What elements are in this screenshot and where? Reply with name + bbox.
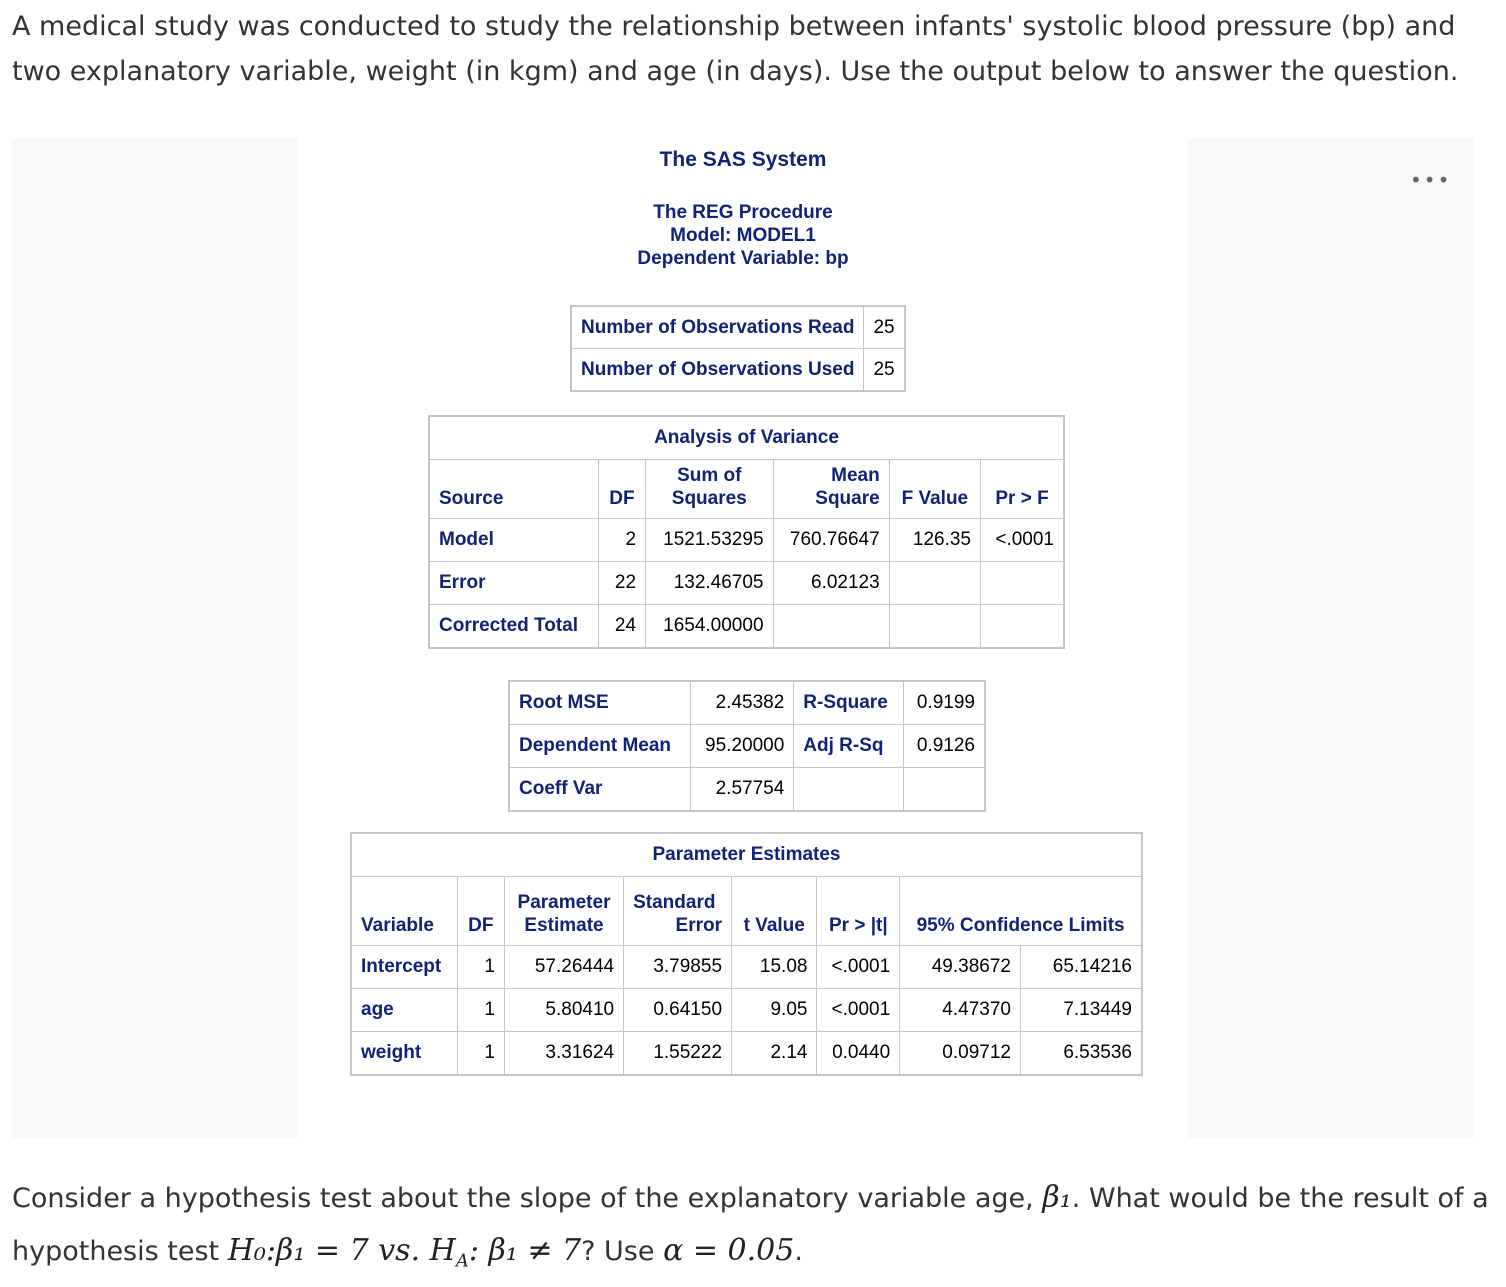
param-estimate: 5.80410 <box>504 989 623 1032</box>
param-ci-lower: 49.38672 <box>900 946 1021 989</box>
obs-read-value: 25 <box>864 306 905 349</box>
col-ss: Sum of Squares <box>646 460 773 519</box>
table-row <box>509 681 985 725</box>
alt-hypothesis: : β₁ ≠ 7 <box>468 1233 582 1268</box>
anova-df: 22 <box>598 562 645 605</box>
param-variable: age <box>351 989 457 1032</box>
anova-ss: 1521.53295 <box>646 519 773 562</box>
col-ci: 95% Confidence Limits <box>900 877 1142 946</box>
dependent-variable: Dependent Variable: bp <box>637 248 849 269</box>
param-estimate: 3.31624 <box>504 1032 623 1076</box>
anova-table <box>428 415 1065 649</box>
col-p: Pr > F <box>981 460 1064 519</box>
param-df: 1 <box>457 1032 504 1076</box>
question-part: Consider a hypothesis test about the slope of the explanatory variable age, <box>12 1183 1034 1214</box>
anova-ms: 6.02123 <box>773 562 889 605</box>
alt-hypothesis-subscript: A <box>455 1250 469 1272</box>
param-t: 2.14 <box>732 1032 817 1076</box>
col-p: Pr > |t| <box>817 877 900 946</box>
fit-label <box>794 768 903 812</box>
anova-p <box>981 605 1064 649</box>
col-ms: Mean Square <box>773 460 889 519</box>
more-options-icon[interactable]: ••• <box>1410 168 1452 192</box>
col-f: F Value <box>889 460 980 519</box>
anova-header-row <box>429 460 1064 519</box>
param-ci-upper: 7.13449 <box>1020 989 1142 1032</box>
param-ci-upper: 6.53536 <box>1020 1032 1142 1076</box>
procedure-name: The REG Procedure <box>653 202 833 223</box>
params-header-row <box>351 877 1142 946</box>
question-intro: A medical study was conducted to study the relationship between infants' systolic blood pressure (bp) and two explanatory variable, weight (in kgm) and age (in days). Use the output below to answer the question. <box>12 11 1459 87</box>
anova-df: 24 <box>598 605 645 649</box>
anova-source: Error <box>429 562 598 605</box>
anova-f <box>889 562 980 605</box>
param-ci-lower: 4.47370 <box>900 989 1021 1032</box>
table-row <box>429 605 1064 649</box>
question-text <box>12 1172 1492 1287</box>
anova-p: <.0001 <box>981 519 1064 562</box>
fit-value: 95.20000 <box>690 725 794 768</box>
anova-caption: Analysis of Variance <box>429 416 1064 460</box>
params-caption: Parameter Estimates <box>351 833 1142 877</box>
table-row <box>509 768 985 812</box>
param-variable: weight <box>351 1032 457 1076</box>
table-row <box>351 1032 1142 1076</box>
table-row <box>509 725 985 768</box>
param-p: 0.0440 <box>817 1032 900 1076</box>
table-row <box>429 562 1064 605</box>
col-estimate: Parameter Estimate <box>504 877 623 946</box>
obs-read-label: Number of Observations Read <box>571 306 864 349</box>
question-part: . What would be the result of a hypothesis test <box>12 1183 1489 1267</box>
fit-label: Adj R-Sq <box>794 725 903 768</box>
table-row <box>571 349 905 392</box>
param-stderr: 3.79855 <box>624 946 732 989</box>
param-p: <.0001 <box>817 946 900 989</box>
fit-value: 0.9199 <box>903 681 985 725</box>
alpha-level: α = 0.05 <box>663 1233 795 1268</box>
anova-source: Corrected Total <box>429 605 598 649</box>
param-p: <.0001 <box>817 989 900 1032</box>
anova-df: 2 <box>598 519 645 562</box>
param-stderr: 1.55222 <box>624 1032 732 1076</box>
table-row <box>351 946 1142 989</box>
obs-used-label: Number of Observations Used <box>571 349 864 392</box>
beta-symbol: β₁ <box>1042 1180 1072 1215</box>
anova-f: 126.35 <box>889 519 980 562</box>
fit-label: Coeff Var <box>509 768 690 812</box>
model-name: Model: MODEL1 <box>670 225 816 246</box>
sas-system-title: The SAS System <box>659 148 827 171</box>
anova-ms <box>773 605 889 649</box>
param-variable: Intercept <box>351 946 457 989</box>
col-variable: Variable <box>351 877 457 946</box>
param-df: 1 <box>457 989 504 1032</box>
param-ci-lower: 0.09712 <box>900 1032 1021 1076</box>
question-part: ? Use <box>581 1236 655 1267</box>
anova-ss: 1654.00000 <box>646 605 773 649</box>
anova-ms: 760.76647 <box>773 519 889 562</box>
col-df: DF <box>598 460 645 519</box>
anova-p <box>981 562 1064 605</box>
fit-value: 2.57754 <box>690 768 794 812</box>
fit-label: Dependent Mean <box>509 725 690 768</box>
output-background-right <box>1188 138 1474 1138</box>
param-t: 9.05 <box>732 989 817 1032</box>
param-ci-upper: 65.14216 <box>1020 946 1142 989</box>
fit-value: 0.9126 <box>903 725 985 768</box>
question-end: . <box>794 1236 803 1267</box>
anova-ss: 132.46705 <box>646 562 773 605</box>
fit-label: R-Square <box>794 681 903 725</box>
sas-procedure-header <box>298 201 1188 270</box>
table-row <box>571 306 905 349</box>
param-estimate: 57.26444 <box>504 946 623 989</box>
fit-statistics-table <box>508 680 986 812</box>
col-t: t Value <box>732 877 817 946</box>
anova-f <box>889 605 980 649</box>
table-row <box>429 519 1064 562</box>
null-hypothesis: H₀:β₁ = 7 vs. H <box>227 1233 456 1268</box>
obs-used-value: 25 <box>864 349 905 392</box>
col-stderr: Standard Error <box>624 877 732 946</box>
param-stderr: 0.64150 <box>624 989 732 1032</box>
fit-value <box>903 768 985 812</box>
parameter-estimates-table <box>350 832 1143 1076</box>
fit-value: 2.45382 <box>690 681 794 725</box>
fit-label: Root MSE <box>509 681 690 725</box>
table-row <box>351 989 1142 1032</box>
output-background-left <box>12 138 298 1138</box>
col-df: DF <box>457 877 504 946</box>
observations-table <box>570 305 906 392</box>
col-source: Source <box>429 460 598 519</box>
param-t: 15.08 <box>732 946 817 989</box>
anova-source: Model <box>429 519 598 562</box>
param-df: 1 <box>457 946 504 989</box>
